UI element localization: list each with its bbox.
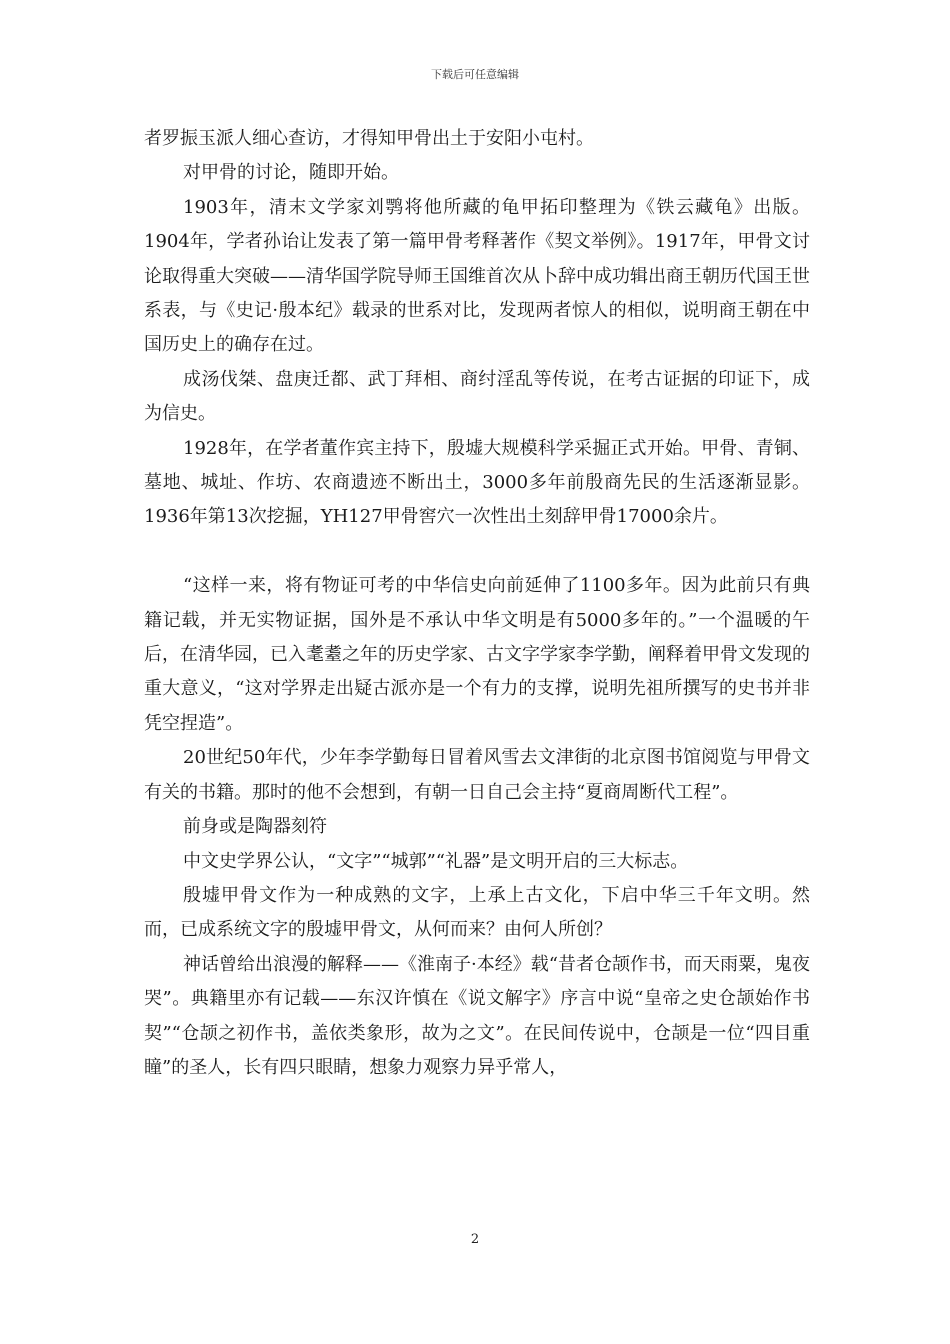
document-body <box>144 122 810 1085</box>
paragraph: 20世纪50年代，少年李学勤每日冒着风雪去文津街的北京图书馆阅览与甲骨文有关的书籍。那时的他不会想到，有朝一日自己会主持“夏商周断代工程”。 <box>144 747 810 803</box>
page-header: 下载后可任意编辑 <box>431 68 519 81</box>
paragraph-continuation: 者罗振玉派人细心查访，才得知甲骨出土于安阳小屯村。 <box>144 128 594 149</box>
paragraph: 1903年，清末文学家刘鹗将他所藏的龟甲拓印整理为《铁云藏龟》出版。1904年，学者孙诒让发表了第一篇甲骨考释著作《契文举例》。1917年，甲骨文讨论取得重大突破——清华国学院导师王国维首次从卜辞中成功辑出商王朝历代国王世系表，与《史记·殷本纪》载录的世系对比，发现两者惊人的相似，说明商王朝在中国历史上的确存在过。 <box>144 196 810 356</box>
blank-line <box>144 535 810 569</box>
paragraph: 1928年，在学者董作宾主持下，殷墟大规模科学采掘正式开始。甲骨、青铜、墓地、城址、作坊、农商遗迹不断出土，3000多年前殷商先民的生活逐渐显影。1936年第13次挖掘，YH127甲骨窖穴一次性出土刻辞甲骨17000余片。 <box>144 437 810 528</box>
paragraph: 成汤伐桀、盘庚迁都、武丁拜相、商纣淫乱等传说，在考古证据的印证下，成为信史。 <box>144 368 810 425</box>
page-number: 2 <box>470 1232 480 1247</box>
section-heading: 前身或是陶器刻符 <box>183 816 327 838</box>
paragraph: 中文史学界公认，“文字”“城郭”“礼器”是文明开启的三大标志。 <box>183 850 689 872</box>
paragraph: 殷墟甲骨文作为一种成熟的文字，上承上古文化，下启中华三千年文明。然而，已成系统文字的殷墟甲骨文，从何而来？由何人所创？ <box>144 884 810 941</box>
paragraph: 对甲骨的讨论，随即开始。 <box>183 162 399 184</box>
paragraph: 神话曾给出浪漫的解释——《淮南子·本经》载“昔者仓颉作书，而天雨粟，鬼夜哭”。典籍里亦有记载——东汉许慎在《说文解字》序言中说“皇帝之史仓颉始作书契”“仓颉之初作书，盖依类象形，故为之文”。在民间传说中，仓颉是一位“四目重瞳”的圣人，长有四只眼睛，想象力观察力异乎常人， <box>144 953 810 1078</box>
paragraph: “这样一来，将有物证可考的中华信史向前延伸了1100多年。因为此前只有典籍记载，并无实物证据，国外是不承认中华文明是有5000多年的。”一个温暖的午后，在清华园，已入耄耋之年的历史学家、古文字学家李学勤，阐释着甲骨文发现的重大意义，“这对学界走出疑古派亦是一个有力的支撑，说明先祖所撰写的史书并非凭空捏造”。 <box>144 575 810 734</box>
